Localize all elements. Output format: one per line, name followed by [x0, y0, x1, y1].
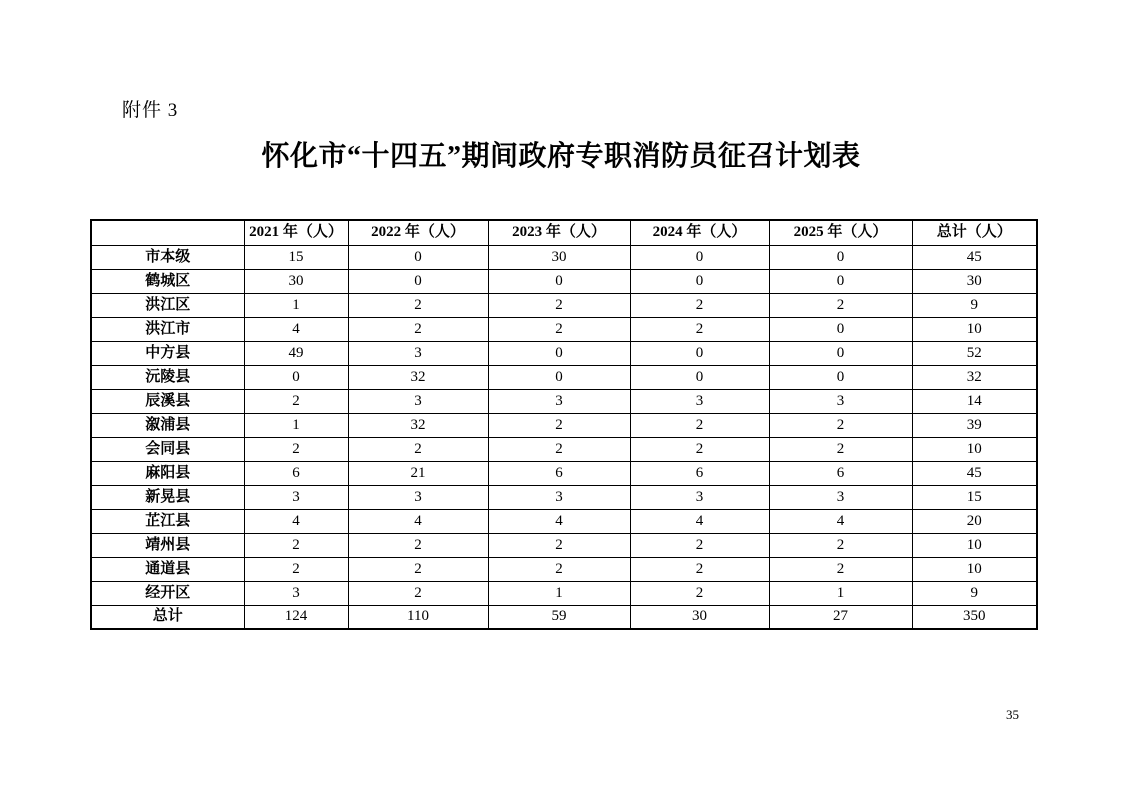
value-cell: 0 [348, 245, 488, 269]
value-cell: 2 [488, 533, 630, 557]
value-cell: 14 [912, 389, 1037, 413]
row-label-cell: 新晃县 [91, 485, 244, 509]
corner-cell [91, 220, 244, 245]
value-cell: 2 [630, 437, 769, 461]
value-cell: 0 [488, 269, 630, 293]
row-label-cell: 靖州县 [91, 533, 244, 557]
value-cell: 3 [244, 581, 348, 605]
value-cell: 2 [244, 533, 348, 557]
value-cell: 0 [348, 269, 488, 293]
table-row [91, 509, 1037, 533]
value-cell: 2 [769, 437, 912, 461]
value-cell: 52 [912, 341, 1037, 365]
value-cell: 2 [244, 389, 348, 413]
row-label-cell: 鹤城区 [91, 269, 244, 293]
value-cell: 10 [912, 317, 1037, 341]
value-cell: 10 [912, 557, 1037, 581]
value-cell: 20 [912, 509, 1037, 533]
row-label-cell: 经开区 [91, 581, 244, 605]
value-cell: 2 [348, 437, 488, 461]
column-header: 2021 年（人） [244, 220, 348, 245]
value-cell: 6 [244, 461, 348, 485]
value-cell: 2 [630, 293, 769, 317]
value-cell: 32 [348, 365, 488, 389]
table-row [91, 365, 1037, 389]
table-row [91, 269, 1037, 293]
value-cell: 4 [348, 509, 488, 533]
value-cell: 30 [912, 269, 1037, 293]
row-label-cell: 芷江县 [91, 509, 244, 533]
column-header: 2022 年（人） [348, 220, 488, 245]
value-cell: 2 [348, 557, 488, 581]
value-cell: 2 [769, 533, 912, 557]
value-cell: 0 [769, 269, 912, 293]
value-cell: 3 [348, 341, 488, 365]
value-cell: 59 [488, 605, 630, 629]
row-label-cell: 会同县 [91, 437, 244, 461]
value-cell: 124 [244, 605, 348, 629]
row-label-cell: 溆浦县 [91, 413, 244, 437]
row-label-cell: 通道县 [91, 557, 244, 581]
value-cell: 0 [244, 365, 348, 389]
value-cell: 45 [912, 461, 1037, 485]
value-cell: 21 [348, 461, 488, 485]
table-row [91, 293, 1037, 317]
column-header: 2023 年（人） [488, 220, 630, 245]
value-cell: 9 [912, 581, 1037, 605]
value-cell: 2 [488, 317, 630, 341]
row-label-cell: 沅陵县 [91, 365, 244, 389]
value-cell: 2 [630, 533, 769, 557]
value-cell: 1 [769, 581, 912, 605]
value-cell: 6 [630, 461, 769, 485]
column-header: 2025 年（人） [769, 220, 912, 245]
value-cell: 3 [488, 485, 630, 509]
value-cell: 3 [769, 389, 912, 413]
value-cell: 3 [348, 389, 488, 413]
value-cell: 2 [630, 413, 769, 437]
table-row [91, 557, 1037, 581]
value-cell: 2 [348, 317, 488, 341]
value-cell: 2 [348, 293, 488, 317]
page-number: 35 [1006, 707, 1019, 722]
value-cell: 4 [244, 317, 348, 341]
value-cell: 110 [348, 605, 488, 629]
value-cell: 32 [348, 413, 488, 437]
value-cell: 2 [769, 293, 912, 317]
value-cell: 3 [488, 389, 630, 413]
value-cell: 30 [488, 245, 630, 269]
table-row [91, 341, 1037, 365]
value-cell: 2 [348, 581, 488, 605]
value-cell: 2 [488, 437, 630, 461]
value-cell: 0 [769, 317, 912, 341]
value-cell: 0 [630, 341, 769, 365]
attachment-label: 附件 3 [122, 100, 179, 121]
row-label-cell: 辰溪县 [91, 389, 244, 413]
table-row [91, 581, 1037, 605]
table-body [91, 245, 1037, 629]
table-row [91, 317, 1037, 341]
value-cell: 6 [769, 461, 912, 485]
table-row [91, 461, 1037, 485]
value-cell: 0 [630, 365, 769, 389]
column-header: 总计（人） [912, 220, 1037, 245]
row-label-cell: 总计 [91, 605, 244, 629]
value-cell: 350 [912, 605, 1037, 629]
value-cell: 4 [244, 509, 348, 533]
value-cell: 1 [244, 413, 348, 437]
value-cell: 2 [630, 317, 769, 341]
value-cell: 49 [244, 341, 348, 365]
recruitment-plan-table [90, 219, 1038, 630]
value-cell: 30 [630, 605, 769, 629]
value-cell: 15 [244, 245, 348, 269]
value-cell: 15 [912, 485, 1037, 509]
value-cell: 4 [769, 509, 912, 533]
value-cell: 32 [912, 365, 1037, 389]
value-cell: 45 [912, 245, 1037, 269]
value-cell: 3 [630, 485, 769, 509]
value-cell: 2 [630, 581, 769, 605]
table-row [91, 245, 1037, 269]
value-cell: 1 [244, 293, 348, 317]
value-cell: 9 [912, 293, 1037, 317]
value-cell: 6 [488, 461, 630, 485]
value-cell: 4 [630, 509, 769, 533]
value-cell: 1 [488, 581, 630, 605]
value-cell: 2 [244, 557, 348, 581]
value-cell: 2 [630, 557, 769, 581]
value-cell: 2 [488, 293, 630, 317]
value-cell: 0 [488, 341, 630, 365]
table-row [91, 413, 1037, 437]
value-cell: 3 [348, 485, 488, 509]
value-cell: 2 [488, 557, 630, 581]
value-cell: 0 [488, 365, 630, 389]
value-cell: 30 [244, 269, 348, 293]
row-label-cell: 洪江市 [91, 317, 244, 341]
value-cell: 27 [769, 605, 912, 629]
value-cell: 10 [912, 533, 1037, 557]
row-label-cell: 麻阳县 [91, 461, 244, 485]
column-header: 2024 年（人） [630, 220, 769, 245]
value-cell: 0 [769, 365, 912, 389]
value-cell: 3 [630, 389, 769, 413]
value-cell: 0 [630, 245, 769, 269]
value-cell: 0 [769, 245, 912, 269]
row-label-cell: 洪江区 [91, 293, 244, 317]
value-cell: 39 [912, 413, 1037, 437]
value-cell: 2 [244, 437, 348, 461]
table-row [91, 605, 1037, 629]
row-label-cell: 市本级 [91, 245, 244, 269]
table-header-row [91, 220, 1037, 245]
value-cell: 2 [769, 557, 912, 581]
value-cell: 0 [769, 341, 912, 365]
table-row [91, 485, 1037, 509]
value-cell: 4 [488, 509, 630, 533]
table-row [91, 533, 1037, 557]
value-cell: 10 [912, 437, 1037, 461]
value-cell: 3 [769, 485, 912, 509]
value-cell: 0 [630, 269, 769, 293]
value-cell: 2 [348, 533, 488, 557]
table-row [91, 389, 1037, 413]
page-title: 怀化市“十四五”期间政府专职消防员征召计划表 [261, 141, 861, 172]
value-cell: 2 [769, 413, 912, 437]
value-cell: 2 [488, 413, 630, 437]
value-cell: 3 [244, 485, 348, 509]
table-row [91, 437, 1037, 461]
row-label-cell: 中方县 [91, 341, 244, 365]
